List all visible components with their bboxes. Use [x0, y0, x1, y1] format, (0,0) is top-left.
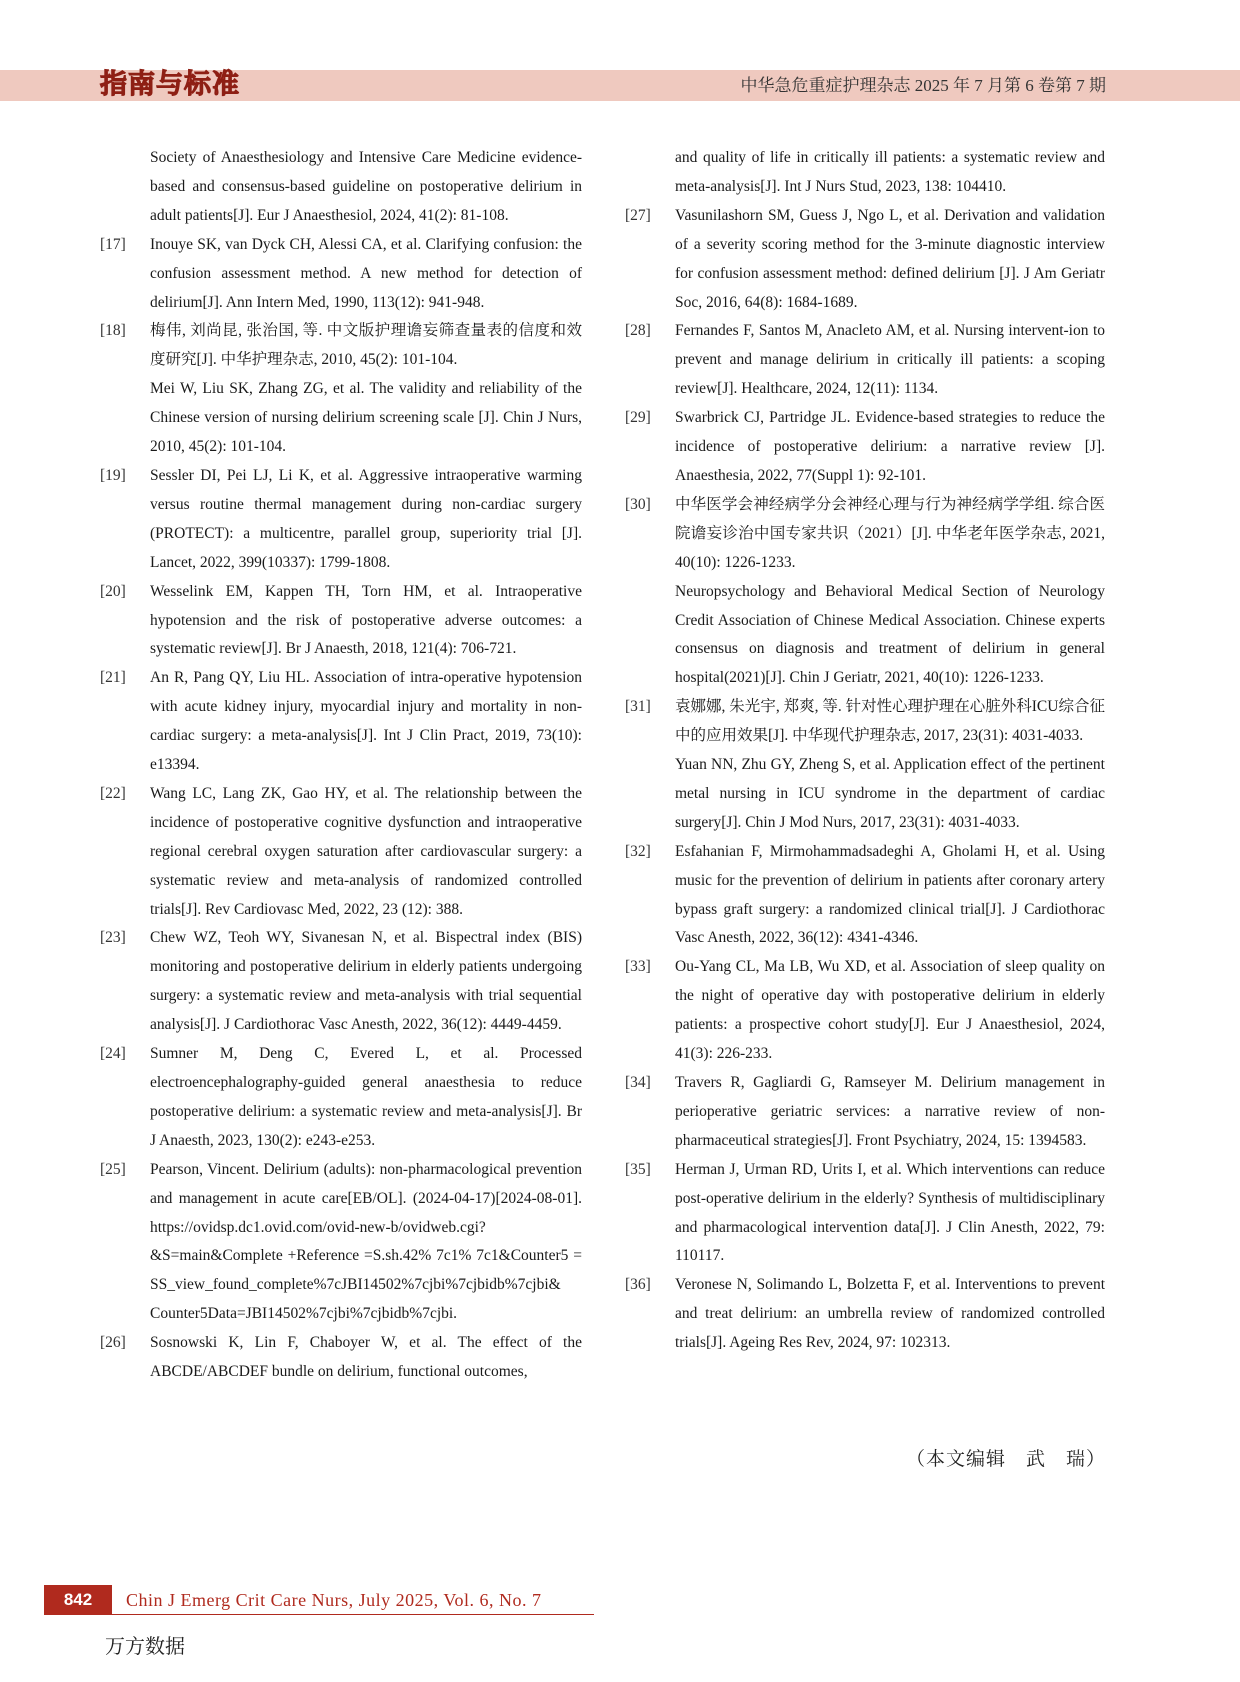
reference-item [100, 231, 582, 318]
reference-item [625, 693, 1105, 838]
reference-text: Ou-Yang CL, Ma LB, Wu XD, et al. Association of sleep quality on the night of operative day with postoperative delirium in elderly patients: a prospective cohort study[J]. Eur J Anaesthesiol, 2024, 41(3): 226-233. [675, 958, 1105, 1063]
section-title: 指南与标准 [100, 69, 240, 100]
reference-text: Esfahanian F, Mirmohammadsadeghi A, Gholami H, et al. Using music for the prevention of delirium in patients after coronary artery bypass graft surgery: a randomized clinical trial[J]. J Cardiothorac Vasc Anesth, 2022, 36(12): 4341-4346. [675, 842, 1105, 947]
page-number: 842 [44, 1585, 112, 1615]
reference-item [625, 202, 1105, 318]
database-watermark: 万方数据 [105, 1634, 185, 1658]
reference-number: [20] [100, 582, 126, 600]
reference-item [625, 1156, 1105, 1272]
reference-item [100, 1156, 582, 1329]
references-right-column [625, 144, 1105, 1358]
reference-item [625, 317, 1105, 404]
reference-number: [17] [100, 235, 126, 253]
reference-translation: Yuan NN, Zhu GY, Zheng S, et al. Application effect of the pertinent metal nursing in ICU syndrome in the department of cardiac surgery[J]. Chin J Mod Nurs, 2017, 23(31): 4031-4033. [675, 756, 1105, 831]
reference-item [625, 838, 1105, 954]
reference-text: Pearson, Vincent. Delirium (adults): non-pharmacological prevention and management in acute care[EB/OL]. (2024-04-17)[2024-08-01]. https://ovidsp.dc1.ovid.com/ovid-new-b/ovidweb.cgi?&S=main&Complete +Reference =S.sh.42% 7c1% 7c1&Counter5 = SS_view_found_complete%7cJBI14502%7cjbi%7cjbidb%7cjbi& Counter5Data=JBI14502%7cjbi%7cjbidb%7cjbi. [150, 1160, 582, 1323]
reference-text: Veronese N, Solimando L, Bolzetta F, et al. Interventions to prevent and treat delirium: an umbrella review of randomized controlled trials[J]. Ageing Res Rev, 2024, 97: 102313. [675, 1276, 1105, 1352]
reference-translation: Mei W, Liu SK, Zhang ZG, et al. The validity and reliability of the Chinese version of nursing delirium screening scale [J]. Chin J Nurs, 2010, 45(2): 101-104. [150, 380, 582, 456]
references-left-column [100, 144, 582, 1387]
reference-item [100, 924, 582, 1040]
reference-text: 中华医学会神经病学分会神经心理与行为神经病学学组. 综合医院谵妄诊治中国专家共识（2021）[J]. 中华老年医学杂志, 2021, 40(10): 1226-1233. [675, 495, 1105, 571]
reference-number: [30] [625, 495, 651, 513]
reference-number: [36] [625, 1276, 651, 1294]
journal-header: 中华急危重症护理杂志 2025 年 7 月第 6 卷第 7 期 [740, 76, 1106, 95]
reference-text: Fernandes F, Santos M, Anacleto AM, et al. Nursing intervent-ion to prevent and manage delirium in critically ill patients: a scoping review[J]. Healthcare, 2024, 12(11): 1134. [675, 322, 1105, 398]
reference-text: Sosnowski K, Lin F, Chaboyer W, et al. The effect of the ABCDE/ABCDEF bundle on delirium, functional outcomes, [150, 1334, 582, 1381]
reference-text: Society of Anaesthesiology and Intensive Care Medicine evidence-based and consensus-based guideline on postoperative delirium in adult patients[J]. Eur J Anaesthesiol, 2024, 41(2): 81-108. [150, 149, 582, 224]
reference-number: [33] [625, 958, 651, 976]
reference-item [100, 578, 582, 665]
reference-item [625, 1271, 1105, 1358]
reference-text: Travers R, Gagliardi G, Ramseyer M. Delirium management in perioperative geriatric services: a narrative review of non-pharmaceutical strategies[J]. Front Psychiatry, 2024, 15: 1394583. [675, 1074, 1105, 1149]
reference-item [100, 1040, 582, 1156]
reference-item [625, 404, 1105, 491]
reference-number: [35] [625, 1160, 651, 1178]
reference-number: [19] [100, 466, 126, 484]
reference-text: Wesselink EM, Kappen TH, Torn HM, et al. Intraoperative hypotension and the risk of postoperative adverse outcomes: a systematic review[J]. Br J Anaesth, 2018, 121(4): 706-721. [150, 582, 582, 658]
reference-text: Swarbrick CJ, Partridge JL. Evidence-based strategies to reduce the incidence of postoperative delirium: a narrative review [J]. Anaesthesia, 2022, 77(Suppl 1): 92-101. [675, 409, 1105, 484]
reference-item [100, 144, 582, 231]
reference-item [625, 1069, 1105, 1156]
reference-text: Sessler DI, Pei LJ, Li K, et al. Aggressive intraoperative warming versus routine thermal management during non-cardiac surgery (PROTECT): a multicentre, parallel group, superiority trial [J]. Lancet, 2022, 399(10337): 1799-1808. [150, 466, 582, 571]
reference-text: Vasunilashorn SM, Guess J, Ngo L, et al. Derivation and validation of a severity scoring method for the 3-minute diagnostic interview for confusion assessment method: defined delirium [J]. J Am Geriatr Soc, 2016, 64(8): 1684-1689. [675, 206, 1105, 311]
footer-rule [44, 1614, 594, 1615]
reference-number: [27] [625, 206, 651, 224]
reference-number: [29] [625, 409, 651, 427]
editor-note: （本文编辑 武 瑞） [905, 1449, 1106, 1470]
reference-item [100, 664, 582, 780]
reference-number: [26] [100, 1334, 126, 1352]
reference-item [625, 953, 1105, 1069]
reference-number: [28] [625, 322, 651, 340]
reference-number: [22] [100, 784, 126, 802]
reference-text: An R, Pang QY, Liu HL. Association of intra-operative hypotension with acute kidney injury, myocardial injury and mortality in non-cardiac surgery: a meta-analysis[J]. Int J Clin Pract, 2019, 73(10): e13394. [150, 669, 582, 774]
reference-text: Herman J, Urman RD, Urits I, et al. Which interventions can reduce post-operative delirium in the elderly? Synthesis of multidisciplinary and pharmacological intervention data[J]. J Clin Anesth, 2022, 79: 110117. [675, 1160, 1105, 1265]
reference-item [100, 317, 582, 462]
reference-number: [34] [625, 1074, 651, 1091]
reference-number: [32] [625, 842, 651, 860]
reference-item [100, 780, 582, 925]
reference-number: [23] [100, 929, 126, 947]
reference-text: Chew WZ, Teoh WY, Sivanesan N, et al. Bispectral index (BIS) monitoring and postoperative delirium in elderly patients undergoing surgery: a systematic review and meta-analysis with trial sequential analysis[J]. J Cardiothorac Vasc Anesth, 2022, 36(12): 4449-4459. [150, 929, 582, 1034]
reference-item [625, 491, 1105, 693]
reference-number: [25] [100, 1160, 126, 1178]
reference-text: Inouye SK, van Dyck CH, Alessi CA, et al. Clarifying confusion: the confusion assessment method. A new method for detection of delirium[J]. Ann Intern Med, 1990, 113(12): 941-948. [150, 235, 582, 311]
footer-citation: Chin J Emerg Crit Care Nurs, July 2025, Vol. 6, No. 7 [126, 1590, 542, 1610]
reference-text: 袁娜娜, 朱光宇, 郑爽, 等. 针对性心理护理在心脏外科ICU综合征中的应用效果[J]. 中华现代护理杂志, 2017, 23(31): 4031-4033. [675, 698, 1105, 745]
reference-text: Sumner M, Deng C, Evered L, et al. Processed electroencephalography-guided general anaesthesia to reduce postoperative delirium: a systematic review and meta-analysis[J]. Br J Anaesth, 2023, 130(2): e243-e253. [150, 1045, 582, 1149]
reference-number: [18] [100, 322, 126, 340]
reference-number: [21] [100, 669, 126, 687]
reference-number: [31] [625, 698, 651, 716]
reference-text: and quality of life in critically ill patients: a systematic review and meta-analysis[J]. Int J Nurs Stud, 2023, 138: 104410. [675, 149, 1105, 195]
reference-item [625, 144, 1105, 202]
reference-text: 梅伟, 刘尚昆, 张治国, 等. 中文版护理谵妄筛查量表的信度和效度研究[J]. 中华护理杂志, 2010, 45(2): 101-104. [150, 322, 582, 369]
reference-translation: Neuropsychology and Behavioral Medical Section of Neurology Credit Association of Chinese Medical Association. Chinese experts consensus on diagnosis and treatment of delirium in general hospital(2021)[J]. Chin J Geriatr, 2021, 40(10): 1226-1233. [675, 582, 1105, 687]
reference-item [100, 462, 582, 578]
reference-item [100, 1329, 582, 1387]
reference-number: [24] [100, 1045, 126, 1063]
reference-text: Wang LC, Lang ZK, Gao HY, et al. The relationship between the incidence of postoperative cognitive dysfunction and intraoperative regional cerebral oxygen saturation after cardiovascular surgery: a systematic review and meta-analysis of randomized controlled trials[J]. Rev Cardiovasc Med, 2022, 23 (12): 388. [150, 784, 582, 918]
